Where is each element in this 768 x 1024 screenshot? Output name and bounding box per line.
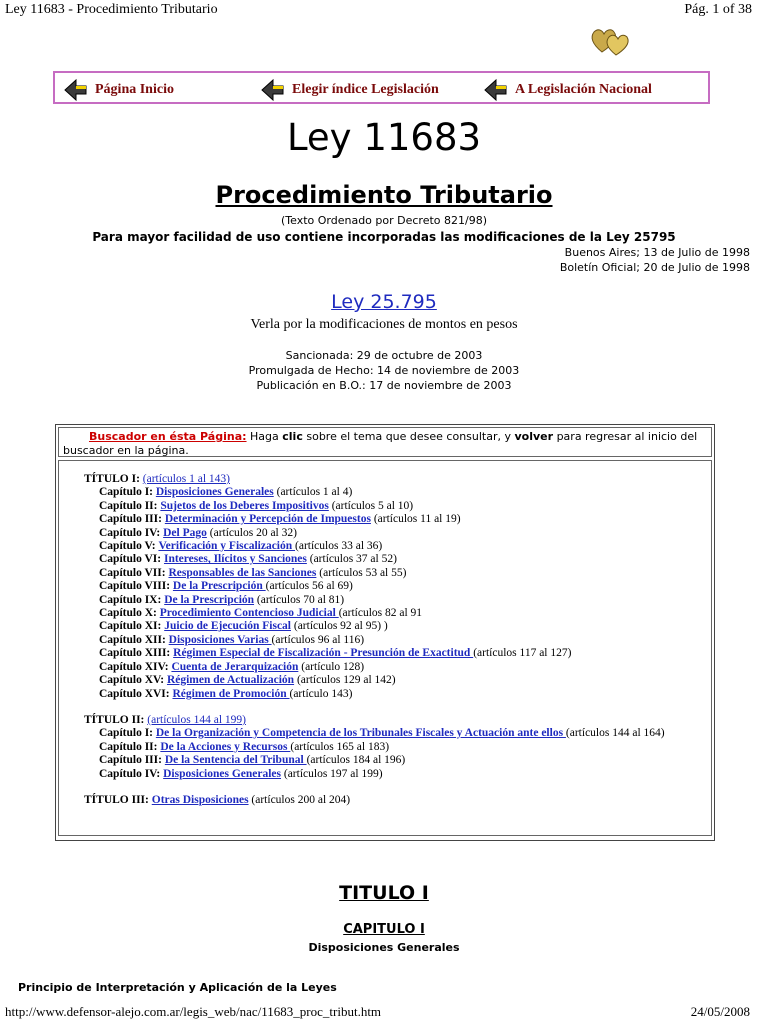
buscador-label: Buscador en ésta Página: — [89, 430, 247, 443]
articulos-range: (artículos 56 al 69) — [265, 580, 353, 593]
titulo-label: TÍTULO II: — [84, 713, 145, 726]
articulos-range: (artículos 33 al 36) — [295, 540, 383, 553]
chapter-row — [63, 768, 707, 781]
nav-legislacion-nacional[interactable] — [483, 77, 652, 103]
articulos-range: (artículos 11 al 19) — [370, 513, 461, 526]
articulos-range: (artículos 96 al 116) — [271, 633, 365, 646]
titulo-link[interactable]: Otras Disposiciones — [151, 793, 249, 806]
volver-word: volver — [514, 430, 554, 443]
chapter-link[interactable]: Régimen de Promoción — [172, 687, 290, 700]
articulos-range: (artículos 37 al 52) — [306, 553, 397, 566]
titulo-link[interactable]: (artículos 144 al 199) — [147, 713, 246, 726]
articulos-range: (artículos 197 al 199) — [281, 767, 383, 780]
buscador-text: para regresar al inicio del buscador en la página. — [63, 430, 698, 457]
chapter-label: Capítulo V: — [99, 540, 156, 553]
page-subtitle: Procedimiento Tributario — [215, 181, 553, 209]
titulo-row — [63, 473, 707, 486]
articulos-range: (artículos 117 al 127) — [473, 647, 572, 660]
chapter-label: Capítulo I: — [99, 727, 153, 740]
articulos-range: (artículo 143) — [289, 687, 353, 700]
chapter-row — [63, 688, 707, 701]
chapter-row — [63, 580, 707, 593]
hearts-icon — [588, 22, 632, 58]
chapter-label: Capítulo XII: — [99, 633, 166, 646]
chapter-row — [63, 553, 707, 566]
chapter-row — [63, 607, 707, 620]
index-list — [58, 460, 712, 836]
chapter-row — [63, 674, 707, 687]
articulos-range: (artículos 1 al 4) — [273, 486, 353, 499]
place-date: Buenos Aires; 13 de Julio de 1998 — [564, 246, 750, 259]
buscador-header — [58, 427, 712, 457]
titulo-row — [63, 714, 707, 727]
chapter-row — [63, 486, 707, 499]
chapter-row — [63, 647, 707, 660]
chapter-label: Capítulo XIII: — [99, 647, 171, 660]
chapter-label: Capítulo XIV: — [99, 660, 169, 673]
clic-word: clic — [282, 430, 303, 443]
chapter-link[interactable]: Disposiciones Generales — [163, 767, 281, 780]
sancionada-date: Sancionada: 29 de octubre de 2003 — [285, 349, 483, 362]
verla-note: Verla por la modificaciones de montos en pesos — [250, 317, 518, 332]
chapter-link[interactable]: Verificación y Fiscalización — [158, 540, 296, 553]
articulos-range: (artículos 82 al 91 — [338, 607, 423, 620]
chapter-row — [63, 727, 707, 740]
chapter-row — [63, 634, 707, 647]
articulos-range: (artículos 5 al 10) — [328, 499, 414, 512]
promulgada-date: Promulgada de Hecho: 14 de noviembre de 2003 — [248, 364, 520, 377]
articulos-range: (artículos 92 al 95) ) — [291, 620, 388, 633]
chapter-link[interactable]: Disposiciones Varias — [168, 633, 272, 646]
chapter-row — [63, 567, 707, 580]
page-title: Ley 11683 — [286, 116, 482, 159]
chapter-label: Capítulo III: — [99, 513, 162, 526]
chapter-label: Capítulo XI: — [99, 620, 162, 633]
chapter-label: Capítulo VII: — [99, 566, 166, 579]
chapter-link[interactable]: Sujetos de los Deberes Impositivos — [160, 499, 329, 512]
chapter-link[interactable]: De la Acciones y Recursos — [160, 740, 291, 753]
chapter-row — [63, 661, 707, 674]
print-footer-url: http://www.defensor-alejo.com.ar/legis_web/nac/11683_proc_tribut.htm — [5, 1004, 382, 1019]
chapter-row — [63, 754, 707, 767]
chapter-label: Capítulo IV: — [99, 767, 161, 780]
chapter-label: Capítulo III: — [99, 754, 162, 767]
nav-elegir-indice[interactable] — [260, 77, 439, 103]
chapter-label: Capítulo II: — [99, 740, 158, 753]
buscador-text: sobre el tema que desee consultar, y — [302, 430, 515, 443]
chapter-link[interactable]: De la Organización y Competencia de los Tribunales Fiscales y Actuación ante ellos — [155, 727, 566, 740]
chapter-link[interactable]: Intereses, Ilícitos y Sanciones — [163, 553, 307, 566]
back-arrow-icon — [483, 77, 509, 103]
chapter-link[interactable]: Cuenta de Jerarquización — [171, 660, 299, 673]
back-arrow-icon — [260, 77, 286, 103]
chapter-row — [63, 527, 707, 540]
chapter-label: Capítulo XVI: — [99, 687, 170, 700]
chapter-row — [63, 594, 707, 607]
chapter-link[interactable]: Régimen Especial de Fiscalización - Presunción de Exactitud — [173, 647, 474, 660]
chapter-link[interactable]: Juicio de Ejecución Fiscal — [164, 620, 291, 633]
chapter-link[interactable]: De la Sentencia del Tribunal — [164, 754, 307, 767]
chapter-link[interactable]: Determinación y Percepción de Impuestos — [164, 513, 371, 526]
back-arrow-icon — [63, 77, 89, 103]
section-capitulo: CAPITULO I — [343, 922, 425, 937]
chapter-link[interactable]: Del Pago — [163, 526, 207, 539]
section-disposiciones: Disposiciones Generales — [308, 941, 460, 954]
articulos-range: (artículos 144 al 164) — [565, 727, 665, 740]
chapter-link[interactable]: Disposiciones Generales — [155, 486, 274, 499]
chapter-row — [63, 741, 707, 754]
nav-label: Elegir índice Legislación — [292, 82, 439, 97]
chapter-label: Capítulo IV: — [99, 526, 161, 539]
articulos-range: (artículos 129 al 142) — [294, 674, 396, 687]
titulo-1-chapters — [63, 486, 707, 701]
articulos-range: (artículos 184 al 196) — [306, 754, 406, 767]
articulos-range: (artículos 165 al 183) — [290, 740, 390, 753]
articulos-range: (artículos 200 al 204) — [248, 793, 351, 806]
articulos-range: (artículo 128) — [298, 660, 365, 673]
chapter-row — [63, 500, 707, 513]
nav-label: A Legislación Nacional — [515, 82, 652, 97]
publicacion-date: Publicación en B.O.: 17 de noviembre de 2003 — [256, 379, 512, 392]
nav-label: Página Inicio — [95, 82, 174, 97]
chapter-label: Capítulo VIII: — [99, 580, 171, 593]
texto-ordenado: (Texto Ordenado por Decreto 821/98) — [280, 214, 488, 227]
chapter-label: Capítulo I: — [99, 486, 153, 499]
section-titulo: TITULO I — [339, 882, 429, 904]
chapter-label: Capítulo IX: — [99, 593, 162, 606]
articulos-range: (artículos 70 al 81) — [254, 593, 345, 606]
principio-heading: Principio de Interpretación y Aplicación de la Leyes — [18, 981, 337, 994]
chapter-label: Capítulo XV: — [99, 674, 165, 687]
chapter-label: Capítulo VI: — [99, 553, 162, 566]
titulo-link[interactable]: (artículos 1 al 143) — [142, 473, 230, 485]
chapter-label: Capítulo X: — [99, 607, 157, 620]
boletin-date: Boletín Oficial; 20 de Julio de 1998 — [559, 261, 750, 274]
print-page-number: Pág. 1 of 38 — [684, 2, 752, 17]
articulos-range: (artículos 53 al 55) — [316, 566, 407, 579]
titulo-row — [63, 794, 707, 807]
articulos-range: (artículos 20 al 32) — [206, 526, 297, 539]
chapter-link[interactable]: Responsables de las Sanciones — [168, 566, 317, 579]
chapter-label: Capítulo II: — [99, 499, 158, 512]
titulo-label: TÍTULO III: — [84, 793, 149, 806]
navigation-bar — [53, 71, 710, 104]
ley-25795-link[interactable]: Ley 25.795 — [331, 291, 437, 313]
modificaciones-note: Para mayor facilidad de uso contiene incorporadas las modificaciones de la Ley 25795 — [92, 230, 676, 244]
chapter-link[interactable]: Procedimiento Contencioso Judicial — [159, 607, 339, 620]
print-header-title: Ley 11683 - Procedimiento Tributario — [5, 2, 218, 17]
chapter-link[interactable]: De la Prescripción — [172, 580, 266, 593]
buscador-text: Haga — [246, 430, 283, 443]
titulo-2-chapters — [63, 727, 707, 781]
chapter-row — [63, 620, 707, 633]
titulo-label: TÍTULO I: — [84, 473, 140, 485]
print-footer-date: 24/05/2008 — [690, 1004, 750, 1019]
chapter-link[interactable]: De la Prescripción — [164, 593, 255, 606]
chapter-link[interactable]: Régimen de Actualización — [166, 674, 295, 687]
chapter-row — [63, 540, 707, 553]
index-table — [55, 424, 715, 841]
chapter-row — [63, 513, 707, 526]
nav-pagina-inicio[interactable] — [63, 77, 174, 103]
